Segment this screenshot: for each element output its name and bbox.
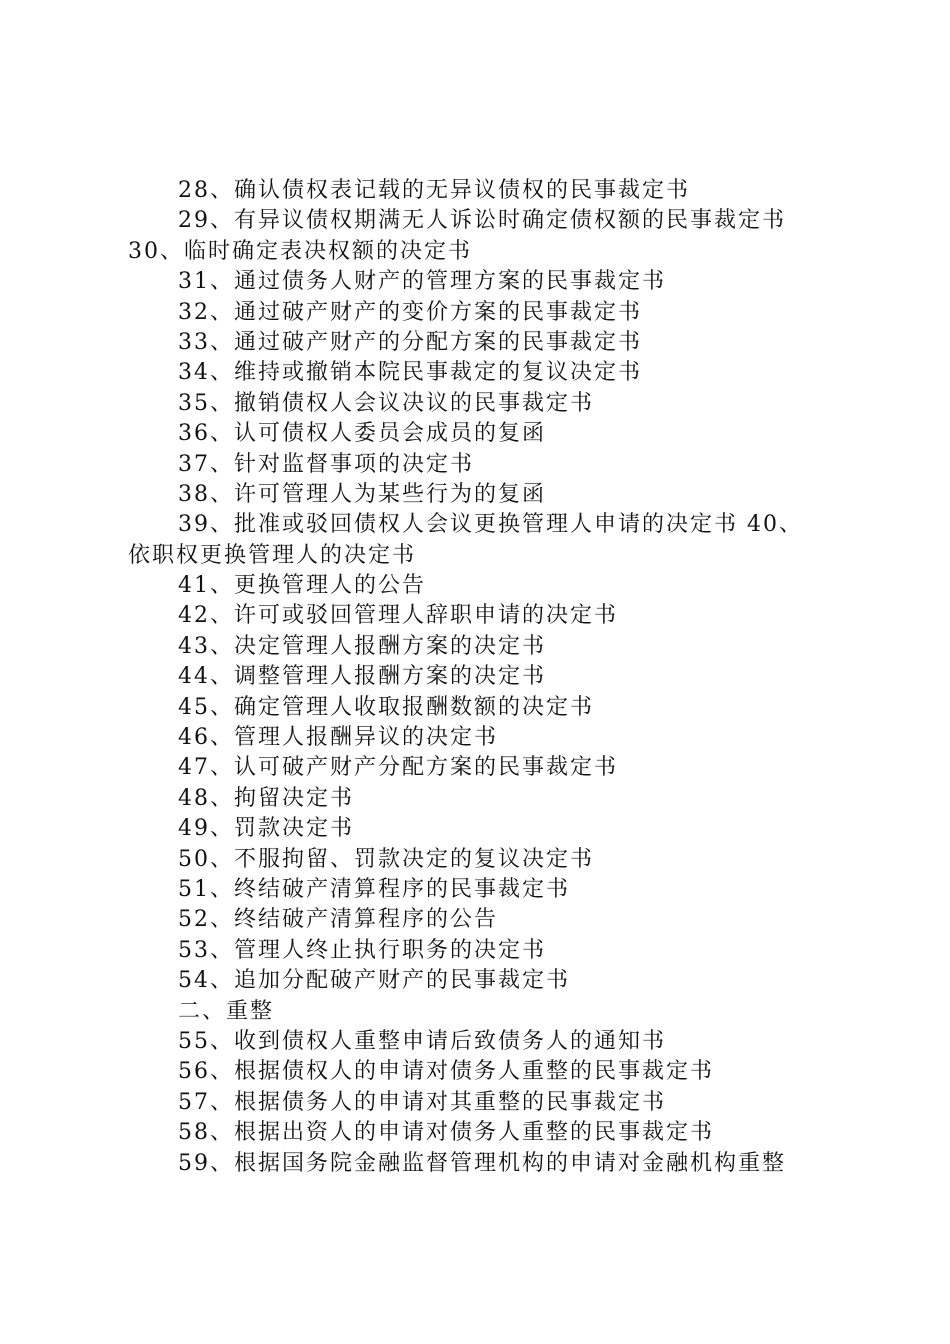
list-item: 42、许可或驳回管理人辞职申请的决定书 — [178, 603, 618, 629]
list-item: 57、根据债务人的申请对其重整的民事裁定书 — [178, 1089, 666, 1115]
list-item: 44、调整管理人报酬方案的决定书 — [178, 664, 546, 690]
list-item: 59、根据国务院金融监督管理机构的申请对金融机构重整 — [178, 1150, 786, 1176]
list-item: 依职权更换管理人的决定书 — [128, 542, 417, 568]
list-item: 53、管理人终止执行职务的决定书 — [178, 937, 546, 963]
list-item: 56、根据债权人的申请对债务人重整的民事裁定书 — [178, 1059, 714, 1085]
section-heading: 二、重整 — [178, 998, 275, 1024]
list-item: 28、确认债权表记载的无异议债权的民事裁定书 — [178, 178, 690, 203]
list-item: 32、通过破产财产的变价方案的民事裁定书 — [178, 299, 642, 325]
list-item: 58、根据出资人的申请对债务人重整的民事裁定书 — [178, 1120, 714, 1146]
list-item: 51、终结破产清算程序的民事裁定书 — [178, 876, 570, 902]
list-item: 31、通过债务人财产的管理方案的民事裁定书 — [178, 269, 666, 295]
list-item: 39、批准或驳回债权人会议更换管理人申请的决定书 40、 — [178, 512, 803, 538]
list-item: 37、针对监督事项的决定书 — [178, 451, 474, 477]
list-item: 30、临时确定表决权额的决定书 — [128, 238, 472, 264]
list-item: 49、罚款决定书 — [178, 816, 354, 842]
list-item: 38、许可管理人为某些行为的复函 — [178, 481, 546, 507]
list-item: 43、决定管理人报酬方案的决定书 — [178, 633, 546, 659]
list-item: 55、收到债权人重整申请后致债务人的通知书 — [178, 1028, 666, 1054]
list-item: 29、有异议债权期满无人诉讼时确定债权额的民事裁定书 — [178, 208, 786, 234]
list-item: 33、通过破产财产的分配方案的民事裁定书 — [178, 329, 642, 355]
list-item: 52、终结破产清算程序的公告 — [178, 907, 498, 933]
list-item: 47、认可破产财产分配方案的民事裁定书 — [178, 755, 618, 781]
list-item: 34、维持或撤销本院民事裁定的复议决定书 — [178, 360, 642, 386]
document-body — [128, 176, 836, 1179]
list-item: 46、管理人报酬异议的决定书 — [178, 725, 498, 751]
list-item: 50、不服拘留、罚款决定的复议决定书 — [178, 846, 594, 872]
list-item: 35、撤销债权人会议决议的民事裁定书 — [178, 390, 594, 416]
list-item: 41、更换管理人的公告 — [178, 573, 426, 599]
list-item: 45、确定管理人收取报酬数额的决定书 — [178, 694, 594, 720]
list-item: 48、拘留决定书 — [178, 785, 354, 811]
list-item: 54、追加分配破产财产的民事裁定书 — [178, 968, 570, 994]
list-item: 36、认可债权人委员会成员的复函 — [178, 421, 546, 447]
